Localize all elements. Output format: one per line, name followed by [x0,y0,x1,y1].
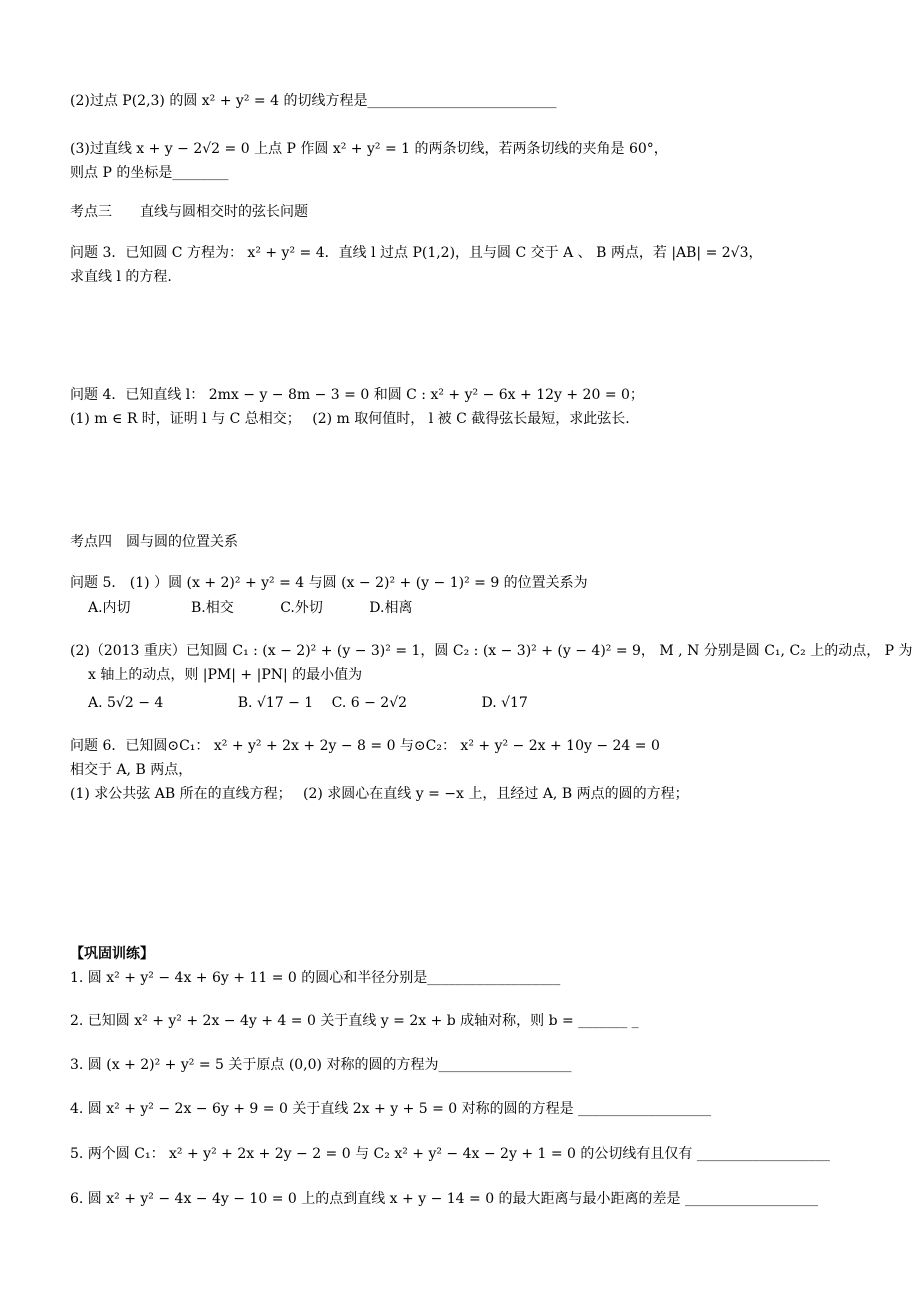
section-3-title: 考点三 直线与圆相交时的弦长问题 [70,204,308,220]
question-2-line [70,92,556,110]
practice-question-6: 6. 圆 x² + y² − 4x − 4y − 10 = 0 上的点到直线 x + y − 14 = 0 的最大距离与最小距离的差是 ___________________ [70,1191,819,1207]
question-2-text: (2)过点 P(2,3) 的圆 x² + y² = 4 的切线方程是 [70,93,368,109]
question-3-line-1: (3)过直线 x + y − 2√2 = 0 上点 P 作圆 x² + y² = 1 的两条切线，若两条切线的夹角是 60°， [70,141,668,157]
problem-5-part-2-options: A. 5√2 − 4 B. √17 − 1 C. 6 − 2√2 D. √17 [88,695,528,711]
problem-6-line-2: 相交于 A, B 两点， [70,762,193,778]
practice-title: 【巩固训练】 [70,946,154,962]
problem-4-line-1: 问题 4．已知直线 l： 2mx − y − 8m − 3 = 0 和圆 C : x² + y² − 6x + 12y + 20 = 0； [70,387,644,403]
section-4-title: 考点四 圆与圆的位置关系 [70,534,238,550]
problem-5-part-2-line-2: x 轴上的动点，则 |PM| + |PN| 的最小值为 [88,667,363,683]
practice-question-4: 4. 圆 x² + y² − 2x − 6y + 9 = 0 关于直线 2x + y + 5 = 0 对称的圆的方程是 ___________________ [70,1101,712,1117]
problem-6-line-3: (1) 求公共弦 AB 所在的直线方程； (2) 求圆心在直线 y = −x 上，且经过 A, B 两点的圆的方程； [70,786,689,802]
question-2-answer-blank[interactable]: ___________________________ [367,93,557,109]
problem-5-part-2-line-1: (2)（2013 重庆）已知圆 C₁ : (x − 2)² + (y − 3)² = 1，圆 C₂ : (x − 3)² + (y − 4)² = 9， M , N 分别是圆 C₁, C₂ 上的动点， P 为 [70,643,913,659]
question-3-line-2: 则点 P 的坐标是________ [70,165,229,181]
problem-5-options: A.内切 B.相交 C.外切 D.相离 [88,600,413,616]
problem-6-line-1: 问题 6．已知圆⊙C₁： x² + y² + 2x + 2y − 8 = 0 与⊙C₂： x² + y² − 2x + 10y − 24 = 0 [70,738,660,754]
practice-question-1: 1. 圆 x² + y² − 4x + 6y + 11 = 0 的圆心和半径分别是___________________ [70,970,561,986]
problem-4-line-2: (1) m ∈ R 时，证明 l 与 C 总相交； (2) m 取何值时， l 被 C 截得弦长最短，求此弦长. [70,411,630,427]
practice-question-2: 2. 已知圆 x² + y² + 2x − 4y + 4 = 0 关于直线 y = 2x + b 成轴对称，则 b = _______ _ [70,1013,639,1029]
problem-3-line-2: 求直线 l 的方程. [70,269,172,285]
practice-question-3: 3. 圆 (x + 2)² + y² = 5 关于原点 (0,0) 对称的圆的方程为___________________ [70,1057,572,1073]
problem-3-line-1: 问题 3．已知圆 C 方程为： x² + y² = 4．直线 l 过点 P(1,2)，且与圆 C 交于 A 、 B 两点，若 |AB| = 2√3， [70,245,763,261]
problem-5-line-1: 问题 5． (1) ）圆 (x + 2)² + y² = 4 与圆 (x − 2)² + (y − 1)² = 9 的位置关系为 [70,575,588,591]
practice-question-5: 5. 两个圆 C₁： x² + y² + 2x + 2y − 2 = 0 与 C₂ x² + y² − 4x − 2y + 1 = 0 的公切线有且仅有 ___________________ [70,1146,830,1162]
